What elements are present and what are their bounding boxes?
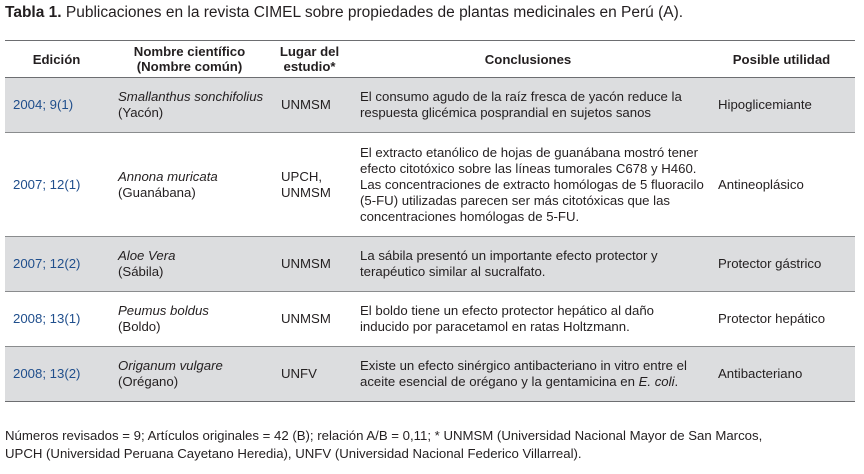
possible-use: Antibacteriano — [708, 347, 855, 402]
edition-link[interactable]: 2007; 12(1) — [5, 133, 108, 237]
publications-table — [5, 40, 855, 402]
scientific-name: Origanum vulgare — [118, 358, 223, 373]
edition-link[interactable]: 2008; 13(2) — [5, 347, 108, 402]
edition-link[interactable]: 2007; 12(2) — [5, 237, 108, 292]
header-row — [5, 41, 855, 78]
caption-label: Tabla 1. — [5, 4, 62, 21]
common-name: (Yacón) — [118, 105, 164, 120]
conclusion-text — [348, 347, 708, 402]
caption-text: Publicaciones en la revista CIMEL sobre propiedades de plantas medicinales en Perú (A). — [65, 4, 684, 21]
species-cell — [108, 237, 271, 292]
footnote-line1: Números revisados = 9; Artículos originales = 42 (B); relación A/B = 0,11; * UNMSM (Universidad Nacional Mayor de San Marcos, — [5, 428, 763, 443]
species-cell — [108, 292, 271, 347]
species-cell — [108, 347, 271, 402]
study-site: UNMSM — [271, 78, 348, 133]
species-cell — [108, 78, 271, 133]
table-caption — [5, 4, 683, 22]
header-conclusiones: Conclusiones — [348, 41, 708, 78]
scientific-name: Smallanthus sonchifolius — [118, 89, 264, 104]
study-site: UNMSM — [271, 292, 348, 347]
common-name: (Boldo) — [118, 319, 161, 334]
table-row — [5, 133, 855, 237]
table-row — [5, 78, 855, 133]
edition-link[interactable]: 2004; 9(1) — [5, 78, 108, 133]
header-lugar-line1: Lugar del — [279, 44, 340, 59]
study-site: UNMSM — [271, 237, 348, 292]
header-lugar-line2: estudio* — [283, 59, 336, 74]
possible-use: Protector hepático — [708, 292, 855, 347]
footnote-line2: UPCH (Universidad Peruana Cayetano Heredia), UNFV (Universidad Nacional Federico Villarreal). — [5, 446, 582, 461]
scientific-name: Peumus boldus — [118, 303, 209, 318]
common-name: (Sábila) — [118, 264, 164, 279]
header-nombre-line2: (Nombre común) — [136, 59, 243, 74]
table-row — [5, 237, 855, 292]
header-nombre — [108, 41, 271, 78]
header-lugar — [271, 41, 348, 78]
conclusion-text: La sábila presentó un importante efecto protector y terapéutico similar al sucralfato. — [348, 237, 708, 292]
species-cell — [108, 133, 271, 237]
conclusion-text: El extracto etanólico de hojas de guanábana mostró tener efecto citotóxico sobre las líneas tumorales C678 y H460. Las concentraciones de extracto homólogas de 5 fluoracilo (5-FU) utilizadas parecen ser más citotóxicas que las concentraciones homólogas de 5-FU. — [348, 133, 708, 237]
possible-use: Protector gástrico — [708, 237, 855, 292]
scientific-name: Aloe Vera — [118, 248, 176, 263]
table-row — [5, 292, 855, 347]
conclusion-text: El boldo tiene un efecto protector hepático al daño inducido por paracetamol en ratas Holtzmann. — [348, 292, 708, 347]
scientific-name: Annona muricata — [118, 168, 218, 184]
conclusion-species: E. coli — [638, 374, 675, 389]
edition-link[interactable]: 2008; 13(1) — [5, 292, 108, 347]
possible-use: Antineoplásico — [708, 133, 855, 237]
table-footnote — [5, 427, 861, 463]
common-name: (Guanábana) — [118, 184, 196, 200]
study-site: UNFV — [271, 347, 348, 402]
study-site: UPCH, UNMSM — [271, 133, 348, 237]
conclusion-end: . — [674, 374, 679, 389]
table-row — [5, 347, 855, 402]
common-name: (Orégano) — [118, 374, 179, 389]
possible-use: Hipoglicemiante — [708, 78, 855, 133]
conclusion-text: El consumo agudo de la raíz fresca de yacón reduce la respuesta glicémica posprandial en sujetos sanos — [348, 78, 708, 133]
header-utilidad: Posible utilidad — [708, 41, 855, 78]
header-edicion: Edición — [5, 41, 108, 78]
conclusion-main: Existe un efecto sinérgico antibacteriano in vitro entre el aceite esencial de orégano y la gentamicina en — [360, 358, 687, 389]
header-nombre-line1: Nombre científico — [133, 44, 246, 59]
